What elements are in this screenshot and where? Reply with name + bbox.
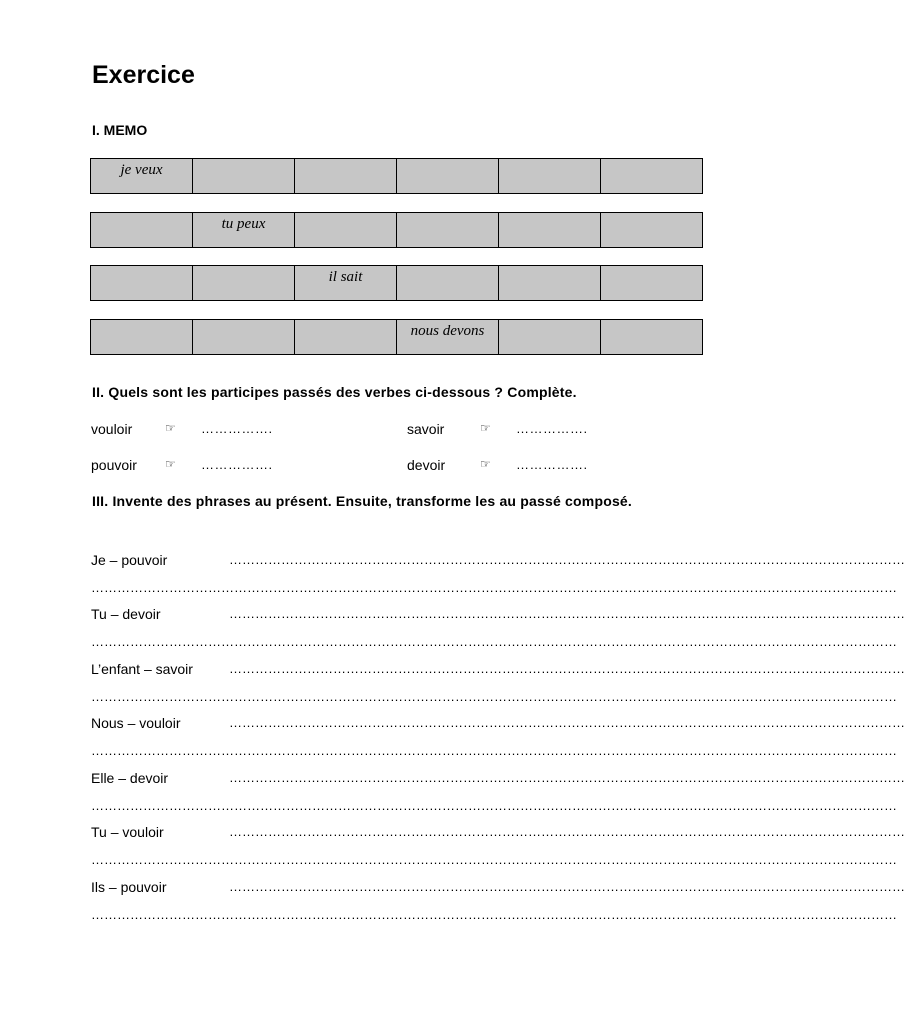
memo-cell: nous devons xyxy=(397,320,499,354)
participle-verb: vouloir xyxy=(91,421,133,437)
memo-row-1 xyxy=(90,158,703,194)
memo-cell xyxy=(193,320,295,354)
sentence-answer-line[interactable]: …………………………………………………………………………………………………………………………………………………………………… xyxy=(91,580,897,595)
participle-answer-blank[interactable]: ……………. xyxy=(201,457,273,472)
memo-cell xyxy=(499,213,601,247)
sentence-answer-line[interactable]: ………………………………………………………………………………………………………………………………………… xyxy=(229,824,905,839)
memo-cell xyxy=(193,159,295,193)
memo-cell: tu peux xyxy=(193,213,295,247)
memo-row-4 xyxy=(90,319,703,355)
sentence-answer-line[interactable]: ………………………………………………………………………………………………………………………………………… xyxy=(229,715,905,730)
section3-heading: III. Invente des phrases au présent. Ensuite, transforme les au passé composé. xyxy=(92,493,633,509)
memo-cell xyxy=(295,320,397,354)
memo-cell xyxy=(397,213,499,247)
memo-cell xyxy=(397,159,499,193)
sentence-answer-line[interactable]: ………………………………………………………………………………………………………………………………………… xyxy=(229,552,905,567)
sentence-answer-line[interactable]: …………………………………………………………………………………………………………………………………………………………………… xyxy=(91,907,897,922)
memo-cell xyxy=(91,213,193,247)
sentence-prompt: Elle – devoir xyxy=(91,770,169,786)
sentence-answer-line[interactable]: ………………………………………………………………………………………………………………………………………… xyxy=(229,770,905,785)
sentence-answer-line[interactable]: …………………………………………………………………………………………………………………………………………………………………… xyxy=(91,798,897,813)
sentence-prompt: Ils – pouvoir xyxy=(91,879,167,895)
memo-cell xyxy=(601,213,702,247)
memo-row-3 xyxy=(90,265,703,301)
memo-cell xyxy=(499,320,601,354)
memo-cell xyxy=(193,266,295,300)
memo-cell xyxy=(601,266,702,300)
participle-verb: pouvoir xyxy=(91,457,137,473)
sentence-answer-line[interactable]: ………………………………………………………………………………………………………………………………………… xyxy=(229,879,905,894)
memo-heading: I. MEMO xyxy=(92,122,148,138)
memo-cell xyxy=(601,159,702,193)
memo-cell xyxy=(91,266,193,300)
pointing-hand-icon: ☞ xyxy=(165,421,176,435)
participle-answer-blank[interactable]: ……………. xyxy=(516,457,588,472)
memo-cell: il sait xyxy=(295,266,397,300)
sentence-answer-line[interactable]: …………………………………………………………………………………………………………………………………………………………………… xyxy=(91,852,897,867)
memo-cell xyxy=(499,159,601,193)
participle-verb: savoir xyxy=(407,421,445,437)
participle-answer-blank[interactable]: ……………. xyxy=(516,421,588,436)
participle-verb: devoir xyxy=(407,457,446,473)
participle-answer-blank[interactable]: ……………. xyxy=(201,421,273,436)
sentence-answer-line[interactable]: …………………………………………………………………………………………………………………………………………………………………… xyxy=(91,689,897,704)
memo-cell xyxy=(397,266,499,300)
memo-cell xyxy=(499,266,601,300)
memo-cell: je veux xyxy=(91,159,193,193)
pointing-hand-icon: ☞ xyxy=(480,421,491,435)
sentence-answer-line[interactable]: ………………………………………………………………………………………………………………………………………… xyxy=(229,606,905,621)
section2-heading: II. Quels sont les participes passés des verbes ci-dessous ? Complète. xyxy=(92,384,577,400)
sentence-answer-line[interactable]: …………………………………………………………………………………………………………………………………………………………………… xyxy=(91,634,897,649)
memo-cell xyxy=(601,320,702,354)
memo-cell xyxy=(295,213,397,247)
sentence-prompt: Je – pouvoir xyxy=(91,552,168,568)
pointing-hand-icon: ☞ xyxy=(480,457,491,471)
memo-row-2 xyxy=(90,212,703,248)
pointing-hand-icon: ☞ xyxy=(165,457,176,471)
page-title: Exercice xyxy=(92,61,195,89)
sentence-prompt: L’enfant – savoir xyxy=(91,661,193,677)
memo-cell xyxy=(295,159,397,193)
sentence-prompt: Tu – devoir xyxy=(91,606,161,622)
sentence-answer-line[interactable]: …………………………………………………………………………………………………………………………………………………………………… xyxy=(91,743,897,758)
sentence-answer-line[interactable]: ………………………………………………………………………………………………………………………………………… xyxy=(229,661,905,676)
memo-cell xyxy=(91,320,193,354)
sentence-prompt: Nous – vouloir xyxy=(91,715,181,731)
sentence-prompt: Tu – vouloir xyxy=(91,824,164,840)
